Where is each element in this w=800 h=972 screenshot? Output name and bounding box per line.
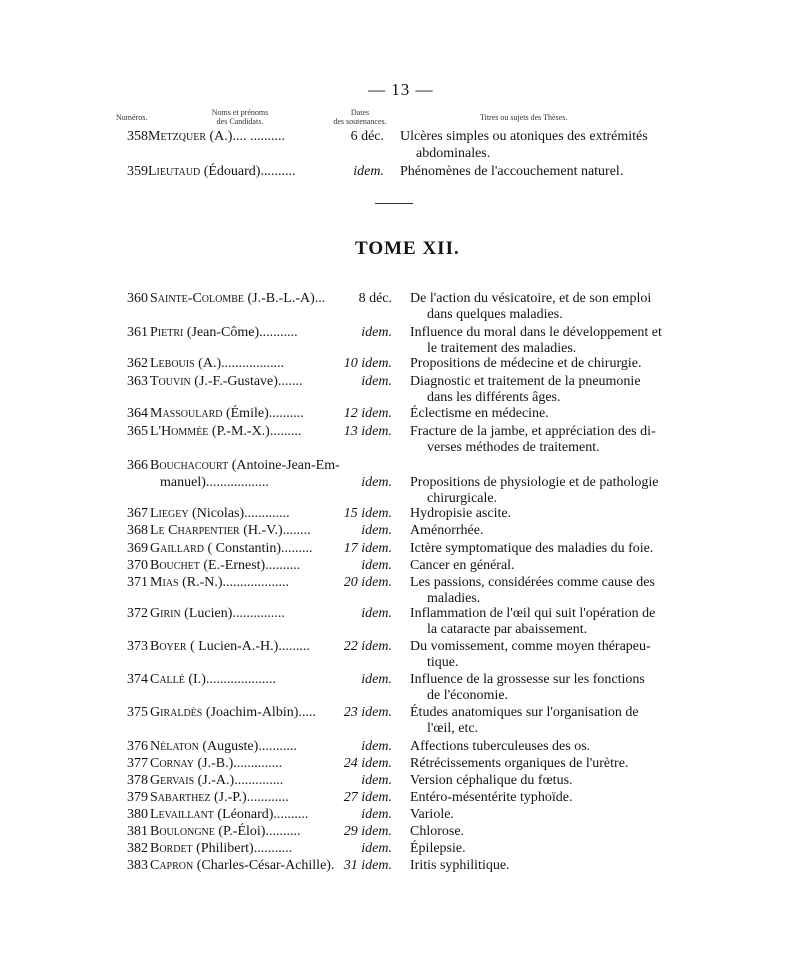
thesis-title: Iritis syphilitique.: [410, 858, 510, 873]
entry-number: 379: [127, 790, 148, 805]
leader-dots: ..........: [268, 406, 304, 421]
entry-number: 363: [127, 374, 148, 389]
candidate-name: [150, 324, 298, 341]
candidate-name-cont: [160, 474, 269, 491]
candidate-surname: Gervais: [150, 773, 195, 788]
entry-number: 361: [127, 325, 148, 340]
thesis-title: Phénomènes de l'accouchement naturel.: [400, 164, 624, 179]
page-number: — 13 —: [368, 80, 434, 99]
defense-date: idem.: [361, 739, 392, 754]
header-numeros: Numéros.: [116, 113, 148, 122]
entry-number: 378: [127, 773, 148, 788]
thesis-title-cont: tique.: [427, 655, 459, 670]
candidate-surname: Levaillant: [150, 807, 214, 822]
candidate-given-names: (P.-M.-X.): [208, 424, 270, 439]
thesis-title: Aménorrhée.: [410, 523, 484, 538]
candidate-name: [150, 574, 289, 591]
thesis-title: Rétrécissements organiques de l'urètre.: [410, 756, 629, 771]
entry-number: 370: [127, 558, 148, 573]
entry-number: 373: [127, 639, 148, 654]
defense-date: 22 idem.: [343, 639, 392, 654]
candidate-surname: Bordet: [150, 841, 193, 856]
defense-date: 6 déc.: [350, 129, 384, 144]
header-dates-line1: Dates: [350, 108, 370, 117]
thesis-title: Inflammation de l'œil qui suit l'opération de: [410, 606, 656, 621]
candidate-name-tail: manuel): [160, 475, 206, 490]
candidate-given-names: (J.-B.-L.-A): [244, 291, 315, 306]
header-noms-line1: Noms et prénoms: [211, 108, 269, 117]
candidate-given-names: (Auguste): [198, 739, 259, 754]
thesis-title: Propositions de physiologie et de pathologie: [410, 475, 659, 490]
defense-date: idem.: [353, 164, 384, 179]
candidate-name: [150, 738, 297, 755]
tome-title: TOME XII.: [355, 238, 460, 259]
candidate-surname: Le Charpentier: [150, 523, 240, 538]
leader-dots: .: [330, 858, 335, 873]
entry-number: 372: [127, 606, 148, 621]
thesis-title-cont: le traitement des maladies.: [427, 341, 577, 356]
entry-number: 365: [127, 424, 148, 439]
entry-number: 359: [127, 164, 148, 179]
defense-date: 27 idem.: [343, 790, 392, 805]
leader-dots: ..........: [265, 558, 301, 573]
defense-date: 13 idem.: [343, 424, 392, 439]
leader-dots: ...........: [259, 325, 298, 340]
entry-number: 368: [127, 523, 148, 538]
thesis-title: Les passions, considérées comme cause des: [410, 575, 655, 590]
leader-dots: .........: [278, 639, 310, 654]
thesis-title: Ulcères simples ou atoniques des extrémités: [400, 129, 648, 144]
candidate-name: [150, 605, 285, 622]
candidate-surname: Cornay: [150, 756, 194, 771]
candidate-name: [150, 671, 276, 688]
thesis-title: Affections tuberculeuses des os.: [410, 739, 591, 754]
leader-dots: .....: [298, 705, 316, 720]
candidate-name: [150, 823, 300, 840]
thesis-title-cont: la cataracte par abaissement.: [427, 622, 588, 637]
thesis-title: Études anatomiques sur l'organisation de: [410, 705, 639, 720]
candidate-surname: Massoulard: [150, 406, 223, 421]
thesis-title: Influence de la grossesse sur les fonctions: [410, 672, 645, 687]
thesis-title-cont: dans quelques maladies.: [427, 307, 563, 322]
leader-dots: .... ..........: [232, 129, 285, 144]
candidate-name: [150, 557, 300, 574]
thesis-title: Cancer en général.: [410, 558, 515, 573]
candidate-surname: Sainte-Colombe: [150, 291, 244, 306]
defense-date: 10 idem.: [343, 356, 392, 371]
defense-date: idem.: [361, 807, 392, 822]
candidate-name: [148, 128, 285, 145]
leader-dots: .........: [281, 541, 313, 556]
leader-dots: ...................: [222, 575, 289, 590]
thesis-title: Chlorose.: [410, 824, 465, 839]
candidate-surname: Boyer: [150, 639, 187, 654]
candidate-surname: Bouchacourt: [150, 458, 229, 473]
leader-dots: ..............: [233, 756, 283, 771]
candidate-given-names: (A.): [206, 129, 233, 144]
thesis-title: Épilepsie.: [410, 841, 466, 856]
thesis-title: Influence du moral dans le développement et: [410, 325, 662, 340]
candidate-surname: Girin: [150, 606, 181, 621]
entry-number: 360: [127, 291, 148, 306]
candidate-surname: Sabarthez: [150, 790, 211, 805]
candidate-name: [150, 840, 292, 857]
candidate-given-names: (E.-Ernest): [199, 558, 266, 573]
thesis-title: Fracture de la jambe, et appréciation des di-: [410, 424, 656, 439]
thesis-title: Du vomissement, comme moyen thérapeu-: [410, 639, 651, 654]
leader-dots: ............: [246, 790, 289, 805]
header-noms-line2: des Candidats.: [216, 117, 264, 126]
leader-dots: .............: [244, 506, 290, 521]
defense-date: 17 idem.: [343, 541, 392, 556]
entry-number: 381: [127, 824, 148, 839]
candidate-surname: Boulongne: [150, 824, 215, 839]
leader-dots: ..........: [273, 807, 309, 822]
entry-number: 377: [127, 756, 148, 771]
candidate-surname: Callé: [150, 672, 185, 687]
candidate-name: [150, 638, 310, 655]
entry-number: 367: [127, 506, 148, 521]
candidate-surname: Touvin: [150, 374, 191, 389]
leader-dots: ...........: [253, 841, 293, 856]
defense-date: 12 idem.: [343, 406, 392, 421]
candidate-given-names: (Émile): [222, 406, 269, 421]
candidate-given-names: (Lucien): [180, 606, 233, 621]
defense-date: idem.: [361, 558, 392, 573]
header-noms: [200, 108, 280, 126]
separator-rule: [375, 203, 413, 204]
candidate-surname: L'Hommée: [150, 424, 209, 439]
candidate-surname: Capron: [150, 858, 194, 873]
thesis-title: Diagnostic et traitement de la pneumonie: [410, 374, 641, 389]
candidate-surname: Gaillard: [150, 541, 204, 556]
candidate-given-names: (R.-N.): [178, 575, 223, 590]
candidate-name: [150, 704, 316, 721]
candidate-given-names: (Nicolas): [188, 506, 245, 521]
candidate-name: [150, 522, 311, 539]
entry-number: 366: [127, 458, 148, 473]
leader-dots: ..............: [234, 773, 284, 788]
thesis-title-cont: de l'économie.: [427, 688, 509, 703]
thesis-title: Ictère symptomatique des maladies du foie.: [410, 541, 654, 556]
leader-dots: ...: [314, 291, 326, 306]
candidate-name: [150, 540, 313, 557]
candidate-given-names: (P.-Éloi): [214, 824, 266, 839]
entry-number: 358: [127, 129, 148, 144]
defense-date: idem.: [361, 841, 392, 856]
defense-date: idem.: [361, 523, 392, 538]
candidate-surname: Lieutaud: [148, 164, 201, 179]
candidate-given-names: ( Constantin): [204, 541, 281, 556]
entry-number: 371: [127, 575, 148, 590]
thesis-title: Version céphalique du fœtus.: [410, 773, 573, 788]
leader-dots: .......: [277, 374, 303, 389]
candidate-given-names: (J.-F.-Gustave): [190, 374, 278, 389]
defense-date: idem.: [361, 325, 392, 340]
leader-dots: ..........: [260, 164, 296, 179]
thesis-title-cont: maladies.: [427, 591, 481, 606]
candidate-surname: Pietri: [150, 325, 184, 340]
candidate-given-names: (Antoine-Jean-Em-: [228, 458, 340, 473]
candidate-given-names: (J.-A.): [194, 773, 235, 788]
defense-date: idem.: [361, 606, 392, 621]
leader-dots: .........: [269, 424, 302, 439]
candidate-surname: Lebouis: [150, 356, 195, 371]
candidate-name: [150, 355, 284, 372]
entry-number: 380: [127, 807, 148, 822]
candidate-given-names: (Jean-Côme): [183, 325, 260, 340]
defense-date: 29 idem.: [343, 824, 392, 839]
entry-number: 375: [127, 705, 148, 720]
candidate-given-names: (Philibert): [192, 841, 254, 856]
header-titres: Titres ou sujets des Thèses.: [480, 113, 568, 122]
entry-number: 362: [127, 356, 148, 371]
candidate-surname: Bouchet: [150, 558, 200, 573]
header-dates-line2: des soutenances.: [333, 117, 387, 126]
entry-number: 374: [127, 672, 148, 687]
defense-date: 23 idem.: [343, 705, 392, 720]
candidate-name: [150, 405, 304, 422]
candidate-given-names: (Léonard): [213, 807, 274, 822]
entry-number: 364: [127, 406, 148, 421]
leader-dots: ........: [282, 523, 311, 538]
entry-number: 383: [127, 858, 148, 873]
candidate-surname: Mias: [150, 575, 179, 590]
candidate-surname: Liegey: [150, 506, 189, 521]
candidate-given-names: (I.): [184, 672, 206, 687]
entry-number: 376: [127, 739, 148, 754]
candidate-name: [150, 505, 290, 522]
leader-dots: ..................: [205, 475, 269, 490]
candidate-name: [150, 772, 283, 789]
candidate-surname: Nélaton: [150, 739, 199, 754]
candidate-name: [150, 789, 289, 806]
leader-dots: ...............: [232, 606, 285, 621]
candidate-given-names: (J.-P.): [210, 790, 247, 805]
candidate-surname: Giraldès: [150, 705, 203, 720]
leader-dots: ....................: [205, 672, 276, 687]
candidate-given-names: (Édouard): [200, 164, 261, 179]
defense-date: 24 idem.: [343, 756, 392, 771]
thesis-title-cont: chirurgicale.: [427, 491, 498, 506]
defense-date: 15 idem.: [343, 506, 392, 521]
leader-dots: ..........: [265, 824, 301, 839]
candidate-name: [150, 806, 308, 823]
thesis-title: De l'action du vésicatoire, et de son emploi: [410, 291, 652, 306]
entry-number: 369: [127, 541, 148, 556]
defense-date: idem.: [361, 374, 392, 389]
thesis-title-cont: verses méthodes de traitement.: [427, 440, 600, 455]
candidate-given-names: ( Lucien-A.-H.): [186, 639, 279, 654]
candidate-surname: Metzquer: [148, 129, 206, 144]
candidate-given-names: (H.-V.): [239, 523, 283, 538]
thesis-title-cont: dans les différents âges.: [427, 390, 561, 405]
leader-dots: ...........: [258, 739, 297, 754]
candidate-given-names: (A.): [194, 356, 222, 371]
candidate-name: [150, 290, 325, 307]
thesis-title: Propositions de médecine et de chirurgie.: [410, 356, 642, 371]
candidate-given-names: (Charles-César-Achille): [193, 858, 331, 873]
thesis-title-cont: l'œil, etc.: [427, 721, 479, 736]
thesis-title: Entéro-mésentérite typhoïde.: [410, 790, 573, 805]
candidate-given-names: (J.-B.): [193, 756, 234, 771]
thesis-title: Éclectisme en médecine.: [410, 406, 549, 421]
entry-number: 382: [127, 841, 148, 856]
candidate-name: [150, 373, 302, 390]
defense-date: 8 déc.: [358, 291, 392, 306]
candidate-name: [148, 163, 295, 180]
thesis-title: Hydropisie ascite.: [410, 506, 512, 521]
defense-date: idem.: [361, 475, 392, 490]
thesis-title: Variole.: [410, 807, 454, 822]
candidate-name: [150, 457, 340, 474]
defense-date: 31 idem.: [343, 858, 392, 873]
thesis-title-cont: abdominales.: [416, 146, 491, 161]
candidate-name: [150, 423, 301, 440]
candidate-given-names: (Joachim-Albin): [202, 705, 299, 720]
leader-dots: ..................: [221, 356, 285, 371]
defense-date: 20 idem.: [343, 575, 392, 590]
defense-date: idem.: [361, 773, 392, 788]
candidate-name: [150, 857, 334, 874]
candidate-name: [150, 755, 282, 772]
header-dates: [325, 108, 395, 126]
defense-date: idem.: [361, 672, 392, 687]
